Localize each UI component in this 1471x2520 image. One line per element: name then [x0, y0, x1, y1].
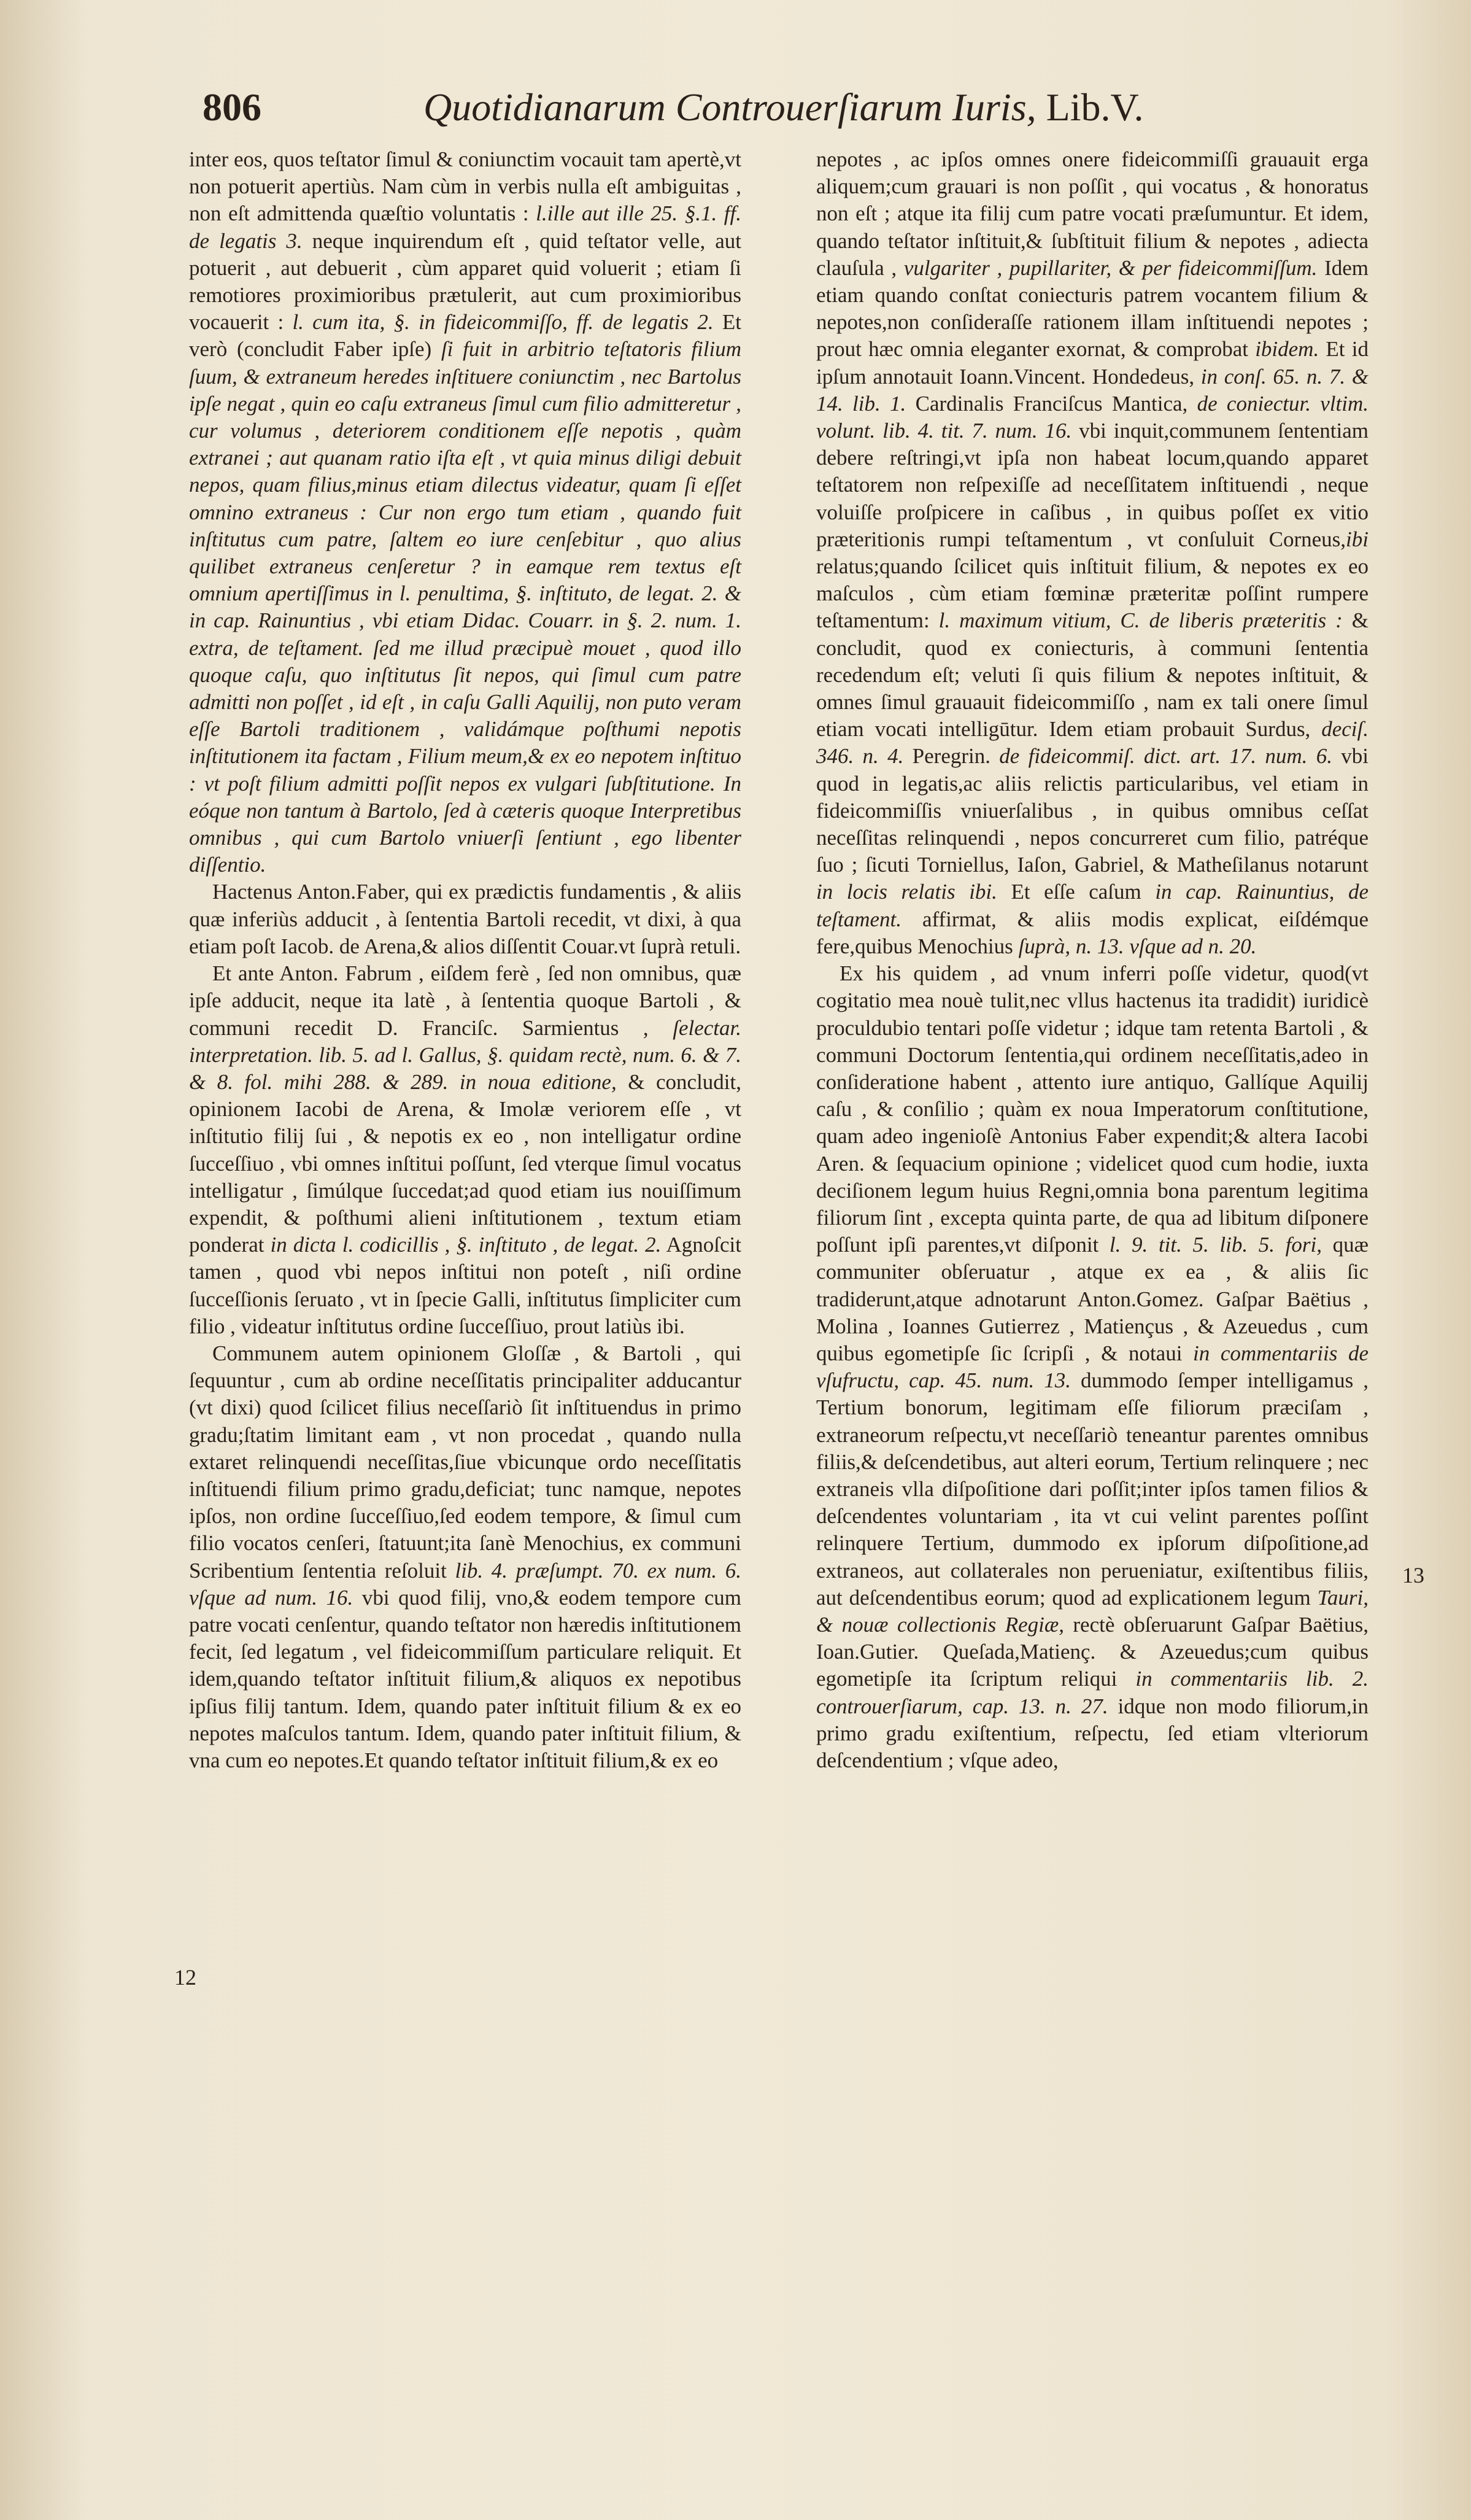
text-run: rectè obſeruarunt Gaſpar Baëtius, Ioan.Gutier. Queſada,Matienç. & Azeuedus;cum quibus egometipſe ita ſcriptum reliqui [816, 1612, 1369, 1691]
text-run: Et verò (concludit Faber ipſe) [189, 310, 742, 362]
quotation: ſi fuit in arbitrio teſtatoris filium ſuum, & extraneum heredes inſtituere coniunctim , nec Bartolus ipſe negat , quin eo caſu extraneus ſimul cum filio admitteretur , cur volumus , deteriorem conditionem eſſe nepotis , quàm extranei ; aut quanam ratio iſta eſt , vt quia minus diligi debuit nepos, quam filius,minus etiam dilectus videatur, quam ſi eſſet omnino extraneus : Cur non ergo tum etiam , quando fuit inſtitutus cum patre, ſaltem eo iure cenſebitur , quo alius quilibet extraneus cenſeretur ? in eamque rem textus eſt omnium apertiſſimus in l. penultima, §. inſtituto, de legat. 2. & in cap. Rainuntius , vbi etiam Didac. Couarr. in §. 2. num. 1. extra, de teſtament. ſed me illud præcipuè mouet , quod illo quoque caſu, quo inſtitutus ſit nepos, qui ſimul cum patre admitti non poſſet , id eſt , in caſu Galli Aquilij, non puto veram eſſe Bartoli traditionem , validámque poſthumi nepotis inſtitutionem ita factam , Filium meum,& ex eo nepotem inſtituo : vt poſt filium admitti poſſit nepos ex vulgari ſubſtitutione. In eóque non tantum à Bartolo, ſed à cæteris quoque Interpretibus omnibus , qui cum Bartolo vniuerſi ſentiunt , ego libenter diſſentio. [189, 337, 741, 877]
citation: ibidem. [1255, 337, 1319, 362]
left-column [189, 146, 741, 1774]
citation: Tauri, & nouæ collectionis Regiæ, [816, 1585, 1369, 1637]
margin-number-12: 12 [174, 1965, 196, 1990]
text-run: & concludit, quod ex coniecturis, à communi ſententia recedendum eſt; veluti ſi quis filium & nepotes inſtituit, & omnes ſimul grauauit fideicommiſſo , nam ex tali onere ſimul etiam vocati intelligūtur. Idem etiam probauit Surdus, [816, 608, 1369, 742]
text-run: Agnoſcit tamen , quod vbi nepos inſtitui non poteſt , niſi ordine ſucceſſionis ſeruato , vt in ſpecie Galli, inſtitutus ſimpliciter cum filio , videatur inſtitutus ordine ſucceſſiuo, prout latiùs ibi. [189, 1233, 741, 1338]
text-run: Et ante Anton. Fabrum , eiſdem ferè , ſed non omnibus, quæ ipſe adducit, neque ita latè , à ſententia quoque Bartoli , & communi recedit D. Franciſc. Sarmientus , [189, 961, 741, 1040]
text-run: quæ communiter obſeruatur , atque ex ea , & aliis ſic tradiderunt,atque adnotarunt Anton.Gomez. Gaſpar Baëtius , Molina , Ioannes Gutierrez , Matiençus , & Azeuedus , cum quibus egometipſe ſic ſcripſi , & notaui [816, 1233, 1369, 1365]
text-run: vbi quod filij, vno,& eodem tempore cum patre vocati cenſentur, quando teſtator non hæredis inſtitutionem fecit, ſed legatum , vel fideicommiſſum particulare reliquit. Et idem,quando teſtator inſtituit filium,& aliquos ex nepotibus ipſius filij tantum. Idem, quando pater inſtituit filium & ex eo nepotes maſculos tantum. Idem, quando pater inſtituit filium, & vna cum eo nepotes.Et quando teſtator inſtituit filium,& ex eo [189, 1585, 741, 1772]
citation: in commentariis de vſufructu, cap. 45. num. 13. [816, 1341, 1369, 1393]
citation: l. maximum vitium, C. de liberis præteritis : [938, 608, 1343, 633]
citation: l. cum ita, §. in fideicommiſſo, ff. de legatis 2. [292, 310, 714, 335]
book-number: Lib.V. [1046, 85, 1144, 129]
text-run: vbi inquit,communem ſententiam debere reſtringi,vt ipſa non habeat locum,quando apparet teſtatorem non reſpexiſſe ad neceſſitatem inſtituendi , neque voluiſſe proſpicere in caſibus , in quibus poſſet ex vitio præteritionis rumpi teſtamentum , vt conſuluit Corneus, [816, 419, 1369, 551]
citation: lib. 4. præſumpt. 70. ex num. 6. vſque ad num. 16. [189, 1558, 741, 1610]
citation: vulgariter , pupillariter, & per fideicommiſſum. [903, 255, 1318, 280]
text-run: Et eſſe caſum [997, 880, 1156, 904]
text-run: Cardinalis Franciſcus Mantica, [906, 391, 1197, 416]
text-run: Communem autem opinionem Gloſſæ , & Bartoli , qui ſequuntur , cum ab ordine neceſſitatis principaliter adducantur (vt dixi) quod ſcilicet filius neceſſariò ſit inſtituendus in primo gradu;ſtatim limitant eam , vt non procedat , quando nulla extaret relinquendi neceſſitas,ſiue vbicunque ordo neceſſitatis inſtituendi filium primo gradu,deficiat; tunc namque, nepotes ipſos, non ordine ſucceſſiuo,ſed eodem tempore, & ſimul cum filio vocatos cenſeri, ſtatuunt;ita ſanè Menochius, ex communi Scribentium ſententia reſoluit [189, 1341, 741, 1583]
text-run: relatus;quando ſcilicet quis inſtituit filium, & nepotes ex eo maſculos , cùm etiam fœminæ præteritæ poſſint rumpere teſtamentum: [816, 554, 1369, 633]
text-run: inter eos, quos teſtator ſimul & coniunctim vocauit tam apertè,vt non potuerit apertiùs. Nam cùm in verbis nulla eſt ambiguitas , non eſt admittenda quæſtio voluntatis : [189, 147, 741, 226]
right-paragraph-2 [816, 960, 1369, 1774]
citation: in commentariis lib. 2. controuerſiarum, cap. 13. n. 27. [816, 1667, 1369, 1718]
citation: in cap. Rainuntius, de teſtament. [816, 880, 1369, 931]
citation: de coniectur. vltim. volunt. lib. 4. tit. 7. num. 16. [816, 391, 1369, 443]
citation: de fideicommiſ. dict. art. 17. num. 6. [999, 744, 1332, 769]
text-run: Ex his quidem , ad vnum inferri poſſe videtur, quod(vt cogitatio mea nouè tulit,nec vllus hactenus ita tradidit) iuridicè proculdubio tentari poſſe videtur ; idque tam retenta Bartoli , & communi Doctorum ſententia,qui ordinem neceſſitatis,adeo in conſideratione habent , attento iure antiquo, Gallíque Aquilij caſu , & conſilio ; quàm ex noua Imperatorum conſtitutione, quam adeo ingenioſè Antonius Faber expendit;& altera Iacobi Aren. & ſequacium opinione ; videlicet quod cum hodie, iuxta deciſionem legum huius Regni,omnia bona parentum legitima filiorum ſint , excepta quinta parte, de qua ad libitum diſponere poſſunt ipſi parentes,vt diſponit [816, 961, 1369, 1257]
right-column [816, 146, 1369, 1774]
left-paragraph-1 [189, 146, 741, 878]
running-title-text: Quotidianarum Controuerſiarum Iuris, [423, 85, 1037, 129]
text-run: Et id ipſum annotauit Ioann.Vincent. Hondedeus, [816, 337, 1369, 389]
text-run: Peregrin. [903, 744, 1000, 769]
text-run: Idem etiam quando conſtat coniecturis patrem vocantem filium & nepotes,non conſideraſſe rationem illam inſtituendi nepotes ; prout hæc omnia eleganter exornat, & comprobat [816, 255, 1369, 362]
text-run: & concludit, opinionem Iacobi de Arena, & Imolæ veriorem eſſe , vt inſtitutio filij ſui , & nepotis ex eo , non intelligatur ordine ſucceſſiuo , vbi omnes inſtitui poſſunt, ſed vterque ſimul vocatus intelligatur , ſimúlque ſuccedat;ad quod etiam ius nouiſſimum expendit, & poſthumi alieni inſtitutionem , textum etiam ponderat [189, 1069, 741, 1257]
text-run: idque non modo filiorum,in primo gradu exiſtentium, reſpectu, ſed etiam vlteriorum deſcendentium ; vſque adeo, [816, 1694, 1369, 1772]
page-header [203, 80, 1221, 135]
citation: ibi [1346, 527, 1369, 551]
citation: in locis relatis ibi. [816, 880, 997, 904]
citation: ſuprà, n. 13. vſque ad n. 20. [1018, 934, 1257, 958]
right-paragraph-1 [816, 146, 1369, 960]
left-paragraph-2: Hactenus Anton.Faber, qui ex prædictis fundamentis , & aliis quæ inferiùs adducit , à ſententia Bartoli recedit, vt dixi, à qua etiam poſt Iacob. de Arena,& alios diſſentit Couar.vt ſuprà retuli. [189, 880, 741, 958]
margin-number-13: 13 [1402, 1563, 1424, 1588]
text-run: affirmat, & aliis modis explicat, eiſdémque fere,quibus Menochius [816, 907, 1369, 958]
citation: ſelectar. interpretation. lib. 5. ad l. Gallus, §. quidam rectè, num. 6. & 7. & 8. fol. mihi 288. & 289. in noua editione, [189, 1015, 741, 1094]
citation: in conſ. 65. n. 7. & 14. lib. 1. [816, 364, 1369, 416]
text-run: nepotes , ac ipſos omnes onere fideicommiſſi grauauit erga aliquem;cum grauari is non poſſit , qui vocatus , & honoratus non eſt ; atque ita filij cum patre vocati præſumuntur. Et idem, quando teſtator inſtituit,& ſubſtituit filium & nepotes , adiecta clauſula , [816, 147, 1369, 280]
citation: in dicta l. codicillis , §. inſtituto , de legat. 2. [270, 1233, 662, 1257]
text-run: neque inquirendum eſt , quid teſtator velle, aut potuerit , aut debuerit , cùm apparet quid voluerit ; etiam ſi remotiores proximioribus prætulerit, aut cum proximioribus vocauerit : [189, 228, 741, 335]
text-run: vbi quod in legatis,ac aliis relictis particularibus, vel etiam in fideicommiſſis vniuerſalibus , in quibus omnibus ceſſat neceſſitas relinquendi , nepos concurreret cum filio, patréque ſuo ; ſicuti Torniellus, Iaſon, Gabriel, & Matheſilanus notarunt [816, 744, 1369, 877]
page-number: 806 [203, 85, 261, 129]
citation: l.ille aut ille 25. §.1. ff. de legatis 3. [189, 201, 741, 253]
citation: deciſ. 346. n. 4. [816, 717, 1369, 769]
left-paragraph-4 [189, 1340, 741, 1774]
running-title [423, 80, 1143, 135]
text-run: dummodo ſemper intelligamus , Tertium bonorum, legitimam eſſe filiorum præciſam , extraneorum reſpectu,vt neceſſariò teneantur parentes omnibus filiis,& deſcendetibus, aut alteri eorum, Tertium relinquere ; nec extraneis vlla diſpoſitione dari poſſit;inter ipſos tamen filios & deſcendentes voluntariam , ita vt cui velint parentes poſſint relinquere Tertium, dummodo ex ipſorum diſpoſitione,ad extraneos, aut collaterales non perueniatur, exiſtentibus filiis, aut deſcendentibus eorum; quod ad explicationem legum [816, 1368, 1369, 1610]
citation: l. 9. tit. 5. lib. 5. fori, [1109, 1233, 1322, 1257]
left-paragraph-3 [189, 960, 741, 1340]
